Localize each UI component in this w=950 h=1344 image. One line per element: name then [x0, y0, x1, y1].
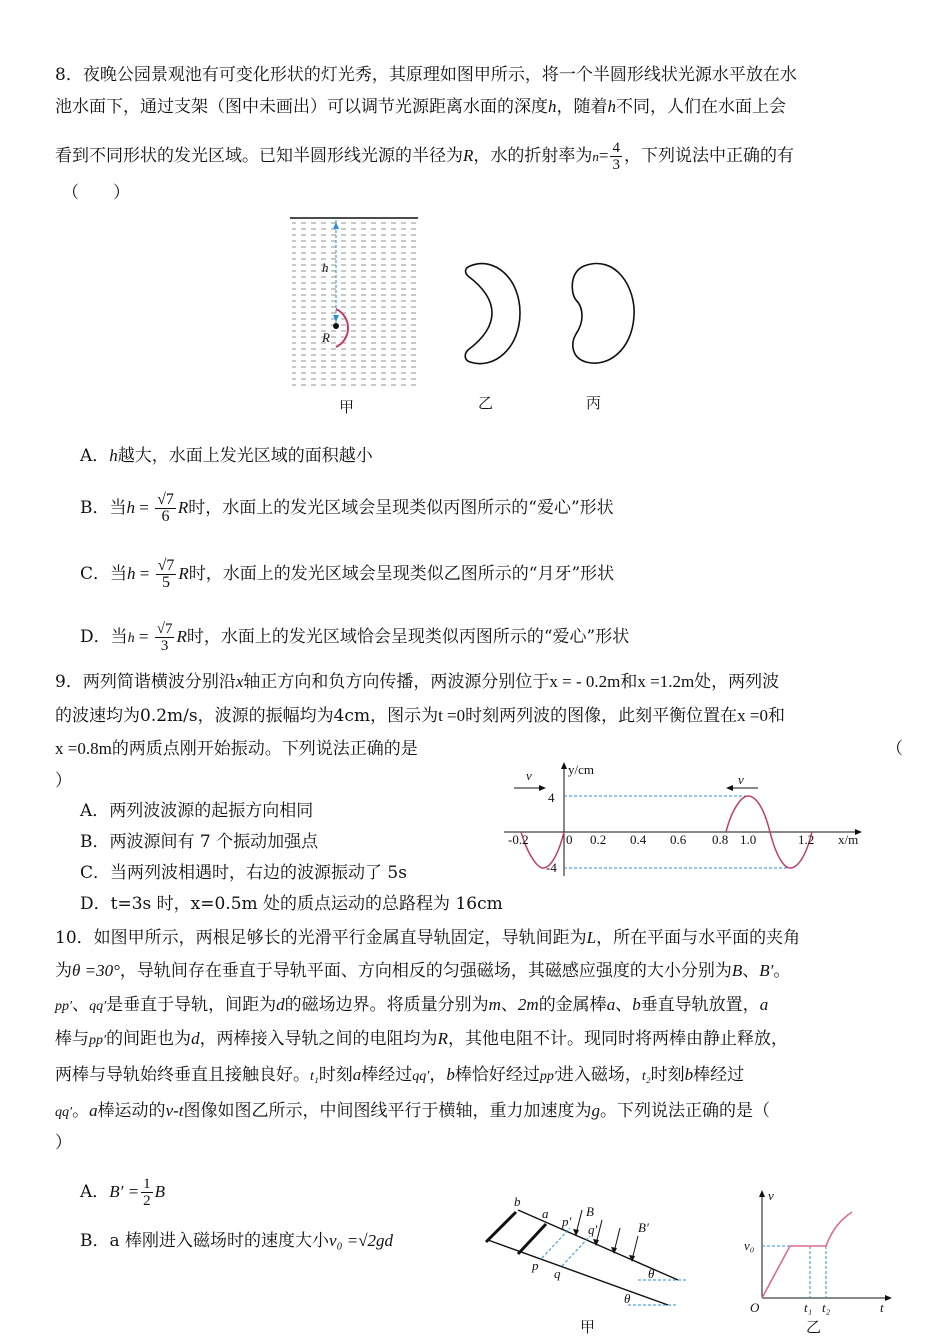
- q10-fig-p-prime: p′: [562, 1214, 572, 1229]
- q9-option-b[interactable]: B．两波源间有 7 个振动加强点: [80, 832, 319, 852]
- q10-vt-t1: t₁: [804, 1300, 813, 1315]
- q10-figure-jia: [478, 1190, 708, 1315]
- q8-line1: 8．夜晚公园景观池有可变化形状的灯光秀，其原理如图甲所示，将一个半圆形线状光源水平放在水: [55, 65, 797, 85]
- q10-fig-a: a: [542, 1206, 549, 1221]
- q10-fig-q-prime: q′: [588, 1222, 598, 1237]
- q8-fig-label-h: h: [322, 260, 329, 275]
- q8-fig-label-R: R: [322, 330, 330, 345]
- q10-line5: 两棒与导轨始终垂直且接触良好。t₁时刻a棒经过qq′，b棒恰好经过pp′进入磁场，t₂时刻b棒经过: [55, 1065, 745, 1085]
- q9-line3: x =0.8m的两质点刚开始振动。下列说法正确的是: [55, 739, 418, 759]
- q9-ytick-neg: -4: [546, 860, 557, 875]
- q8-option-c[interactable]: C．当h = $\frac{√7}{5}$ R时，水面上的发光区域会呈现类似乙图所示的“月牙”形状: [80, 557, 615, 591]
- q9-option-d[interactable]: D．t=3s 时，x=0.5m 处的质点运动的总路程为 16cm: [80, 894, 503, 914]
- q9-v-right: v: [738, 772, 744, 787]
- q9-wave-graph: [500, 760, 870, 880]
- q10-fig-p: p: [532, 1258, 539, 1273]
- q10-fig-theta-bottom: θ: [624, 1291, 631, 1306]
- q10-vt-t2: t₂: [822, 1300, 831, 1315]
- q8-answer-paren: （ ）: [62, 183, 130, 203]
- q10-paren-close: ）: [55, 1133, 72, 1153]
- q8-figure-jia: [290, 214, 420, 394]
- q8-option-d[interactable]: D．当h = $\frac{√7}{3}$ R时，水面上的发光区域恰会呈现类似丙图所示的“爱心”形状: [80, 621, 630, 654]
- q9-line2: 的波速均为0.2m/s，波源的振幅均为4cm，图示为t =0时刻两列波的图像，此刻平衡位置在x =0和: [55, 706, 785, 726]
- q10-option-b[interactable]: B．a 棒刚进入磁场时的速度大小v₀ =√2gd: [80, 1231, 394, 1251]
- q9-v-left: v: [526, 768, 532, 783]
- q10-line6: qq′。a棒运动的v-t图像如图乙所示，中间图线平行于横轴，重力加速度为g。下列说法正确的是（: [55, 1101, 770, 1121]
- q9-xtick-5: 0.8: [712, 832, 729, 847]
- q9-xtick-4: 0.6: [670, 832, 687, 847]
- q10-vt-O: O: [750, 1300, 760, 1315]
- q10-line4: 棒与pp′的间距也为d，两棒接入导轨之间的电阻均为R，其他电阻不计。现同时将两棒由静止释放，: [55, 1029, 788, 1049]
- q9-xtick-0: -0.2: [508, 832, 529, 847]
- q9-xlabel: x/m: [838, 832, 859, 847]
- q10-vt-t: t: [880, 1300, 884, 1315]
- q10-line3: pp′、qq′是垂直于导轨，间距为d的磁场边界。将质量分别为m、2m的金属棒a、b垂直导轨放置，a: [55, 995, 769, 1015]
- q8-figure-bing-heart: [568, 258, 640, 370]
- q10-line2: 为θ =30°，导轨间存在垂直于导轨平面、方向相反的匀强磁场，其磁感应强度的大小分别为B、B′。: [55, 961, 791, 981]
- q8-option-b[interactable]: B．当h = $\frac{√7}{6}$ R时，水面上的发光区域会呈现类似丙图所示的“爱心”形状: [80, 491, 614, 525]
- q10-caption-yi: 乙: [806, 1318, 822, 1336]
- q9-option-a[interactable]: A．两列波波源的起振方向相同: [80, 801, 314, 821]
- q9-xtick-1: 0: [566, 832, 573, 847]
- q8-option-a[interactable]: A．h越大，水面上发光区域的面积越小: [80, 446, 373, 466]
- q10-vt-v: v: [768, 1188, 774, 1203]
- q10-line1: 10．如图甲所示，两根足够长的光滑平行金属直导轨固定，导轨间距为L，所在平面与水平面的夹角: [55, 928, 801, 948]
- q8-figure-yi-crescent: [462, 258, 532, 370]
- q9-paren-open: （: [886, 739, 903, 759]
- q9-paren-close: ）: [55, 771, 72, 791]
- q9-ylabel: y/cm: [568, 762, 594, 777]
- q10-caption-jia: 甲: [580, 1318, 596, 1336]
- q10-fig-q: q: [554, 1266, 561, 1281]
- q9-xtick-3: 0.4: [630, 832, 647, 847]
- q8-line3: 看到不同形状的发光区域。已知半圆形线光源的半径为R，水的折射率为n= $\frac{4}{3}$ ，下列说法中正确的有: [55, 140, 794, 173]
- q9-line1: 9．两列简谐横波分别沿x轴正方向和负方向传播，两波源分别位于x = - 0.2m和x =1.2m处，两列波: [55, 672, 780, 692]
- q9-xtick-2: 0.2: [590, 832, 607, 847]
- q10-vt-v0: v₀: [744, 1238, 755, 1253]
- q10-option-a[interactable]: A．B′ = $\frac{1}{2}$ B: [80, 1176, 165, 1209]
- q8-caption-bing: 丙: [586, 394, 602, 412]
- q10-fig-b: b: [514, 1194, 521, 1209]
- q8-line2: 池水面下，通过支架（图中未画出）可以调节光源距离水面的深度h，随着h不同，人们在水面上会: [55, 97, 786, 117]
- q10-fig-B-prime: B′: [638, 1220, 649, 1235]
- q9-option-c[interactable]: C．当两列波相遇时，右边的波源振动了 5s: [80, 863, 407, 883]
- q8-caption-yi: 乙: [478, 394, 494, 412]
- q9-xtick-7: 1.2: [798, 832, 815, 847]
- q10-figure-yi-vt-graph: [740, 1186, 900, 1316]
- q9-xtick-6: 1.0: [740, 832, 757, 847]
- q10-fig-B: B: [586, 1204, 594, 1219]
- q8-caption-jia: 甲: [339, 398, 355, 416]
- q9-ytick-pos: 4: [548, 790, 555, 805]
- q10-fig-theta-top: θ: [648, 1266, 655, 1281]
